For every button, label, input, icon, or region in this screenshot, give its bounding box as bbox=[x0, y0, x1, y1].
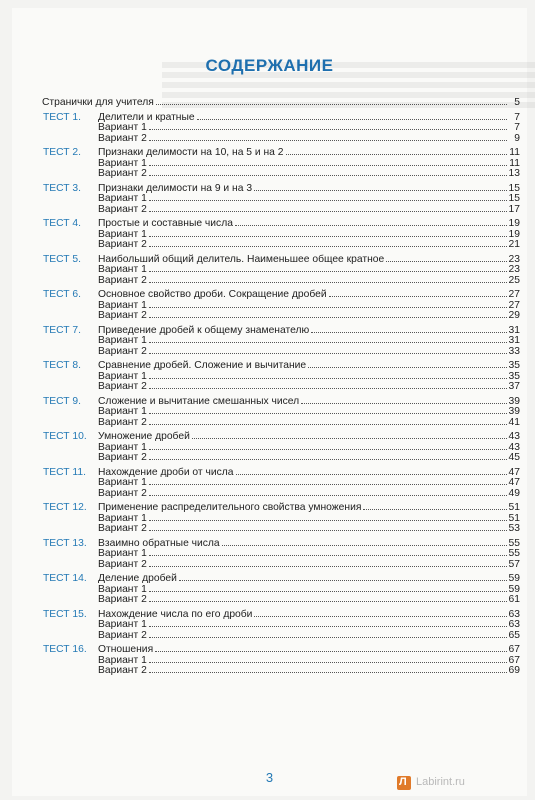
leader-dots bbox=[149, 625, 507, 627]
variant-label: Вариант 2 bbox=[98, 274, 147, 286]
test-title: Признаки делимости на 10, на 5 и на 2 bbox=[98, 147, 284, 158]
leader-dots bbox=[149, 128, 507, 130]
page-ref: 7 bbox=[514, 111, 520, 123]
test-title: Основное свойство дроби. Сокращение дробей bbox=[98, 289, 327, 300]
page-ref: 51 bbox=[508, 502, 520, 513]
leader-dots bbox=[149, 352, 507, 354]
test-title: Нахождение дроби от числа bbox=[98, 466, 234, 478]
variant-label: Вариант 1 bbox=[98, 122, 147, 133]
page-ref: 47 bbox=[508, 477, 520, 488]
leader-dots bbox=[192, 437, 507, 439]
variant-label: Вариант 2 bbox=[98, 416, 147, 428]
page-ref: 43 bbox=[508, 431, 520, 442]
leader-dots bbox=[149, 554, 507, 556]
page-ref: 51 bbox=[508, 512, 520, 524]
toc-variant-row[interactable] bbox=[42, 194, 520, 205]
leader-dots bbox=[149, 164, 507, 166]
page-ref: 43 bbox=[508, 441, 520, 453]
leader-dots bbox=[149, 412, 507, 414]
page-ref: 45 bbox=[508, 452, 520, 463]
leader-dots bbox=[149, 387, 507, 389]
test-title: Простые и составные числа bbox=[98, 218, 233, 229]
toc-variant-row[interactable] bbox=[42, 631, 520, 642]
page-title: СОДЕРЖАНИЕ bbox=[205, 56, 334, 75]
toc-variant-row[interactable] bbox=[42, 666, 520, 677]
toc-variant-row[interactable] bbox=[42, 489, 520, 500]
variant-label: Вариант 1 bbox=[98, 264, 147, 275]
toc-test-row[interactable] bbox=[42, 357, 520, 372]
test-tag: ТЕСТ 11. bbox=[43, 466, 86, 478]
toc-test-row[interactable] bbox=[42, 393, 520, 408]
leader-dots bbox=[308, 366, 507, 368]
watermark-text: Labirint.ru bbox=[416, 776, 465, 788]
test-tag: ТЕСТ 16. bbox=[43, 644, 87, 655]
toc-test-row[interactable] bbox=[42, 322, 520, 337]
page-ref: 37 bbox=[508, 381, 520, 392]
page-ref: 69 bbox=[508, 665, 520, 676]
page-ref: 49 bbox=[508, 487, 520, 499]
page-ref: 63 bbox=[508, 608, 520, 620]
toc-variant-row[interactable] bbox=[42, 595, 520, 606]
toc-test-row[interactable] bbox=[42, 641, 520, 656]
toc-test-row[interactable] bbox=[42, 535, 520, 550]
page-ref: 41 bbox=[508, 416, 520, 428]
variant-label: Вариант 2 bbox=[98, 594, 147, 605]
toc-intro-label: Странички для учителя bbox=[42, 97, 154, 108]
variant-label: Вариант 1 bbox=[98, 406, 147, 417]
toc-intro-page: 5 bbox=[514, 97, 520, 108]
variant-label: Вариант 2 bbox=[98, 629, 147, 641]
test-tag: ТЕСТ 7. bbox=[43, 324, 81, 336]
leader-dots bbox=[149, 281, 507, 283]
page-ref: 55 bbox=[508, 548, 520, 559]
page-ref: 11 bbox=[509, 147, 520, 158]
toc-test-row[interactable] bbox=[42, 215, 520, 230]
toc-variant-row[interactable] bbox=[42, 560, 520, 571]
leader-dots bbox=[149, 519, 507, 521]
variant-label: Вариант 1 bbox=[98, 583, 147, 595]
page-ref: 59 bbox=[508, 573, 520, 584]
variant-label: Вариант 2 bbox=[98, 345, 147, 357]
test-tag: ТЕСТ 13. bbox=[43, 537, 87, 549]
leader-dots bbox=[155, 650, 507, 652]
leader-dots bbox=[149, 590, 507, 592]
test-tag: ТЕСТ 5. bbox=[43, 253, 81, 265]
leader-dots bbox=[149, 458, 507, 460]
toc-variant-row[interactable] bbox=[42, 265, 520, 276]
page-ref: 59 bbox=[508, 583, 520, 595]
toc-variant-row[interactable] bbox=[42, 453, 520, 464]
toc-intro-row[interactable] bbox=[42, 94, 520, 109]
test-tag: ТЕСТ 2. bbox=[43, 147, 81, 158]
toc-variant-row[interactable] bbox=[42, 336, 520, 347]
variant-label: Вариант 2 bbox=[98, 381, 147, 392]
page-sheet bbox=[12, 8, 527, 796]
toc-variant-row[interactable] bbox=[42, 382, 520, 393]
test-title: Деление дробей bbox=[98, 573, 177, 584]
leader-dots bbox=[149, 636, 507, 638]
toc-test-row[interactable] bbox=[42, 606, 520, 621]
leader-dots bbox=[149, 139, 507, 141]
page-ref: 27 bbox=[508, 299, 520, 311]
test-title: Признаки делимости на 9 и на 3 bbox=[98, 182, 253, 194]
labirint-logo-icon bbox=[397, 776, 411, 790]
page-ref: 65 bbox=[508, 629, 520, 641]
page-ref: 63 bbox=[508, 619, 520, 630]
variant-label: Вариант 2 bbox=[98, 203, 147, 215]
page-ref: 29 bbox=[508, 310, 520, 321]
test-title: Взаимно обратные числа bbox=[98, 537, 220, 549]
toc-variant-row[interactable] bbox=[42, 276, 520, 287]
page-ref: 15 bbox=[508, 193, 520, 204]
page-ref: 19 bbox=[508, 228, 520, 240]
test-title: Делители и кратные bbox=[98, 111, 195, 123]
leader-dots bbox=[236, 473, 507, 475]
page-ref: 33 bbox=[508, 345, 520, 357]
test-tag: ТЕСТ 15. bbox=[43, 608, 87, 620]
leader-dots bbox=[149, 529, 507, 531]
toc-variant-row[interactable] bbox=[42, 169, 520, 180]
variant-label: Вариант 1 bbox=[98, 299, 147, 311]
toc-variant-row[interactable] bbox=[42, 418, 520, 429]
leader-dots bbox=[386, 260, 507, 262]
page-ref: 39 bbox=[508, 395, 520, 407]
page-ref: 25 bbox=[508, 274, 520, 286]
leader-dots bbox=[149, 377, 507, 379]
leader-dots bbox=[149, 270, 507, 272]
variant-label: Вариант 2 bbox=[98, 487, 147, 499]
page-ref: 67 bbox=[508, 644, 520, 655]
leader-dots bbox=[149, 671, 507, 673]
test-tag: ТЕСТ 10. bbox=[43, 431, 87, 442]
variant-label: Вариант 1 bbox=[98, 370, 147, 382]
variant-label: Вариант 2 bbox=[98, 310, 147, 321]
page-ref: 35 bbox=[508, 370, 520, 382]
leader-dots bbox=[286, 153, 508, 155]
toc-test-row[interactable] bbox=[42, 180, 520, 195]
test-tag: ТЕСТ 3. bbox=[43, 182, 81, 194]
variant-label: Вариант 2 bbox=[98, 168, 147, 179]
variant-label: Вариант 1 bbox=[98, 477, 147, 488]
leader-dots bbox=[311, 331, 507, 333]
page-ref: 61 bbox=[508, 594, 520, 605]
leader-dots bbox=[149, 316, 507, 318]
page-ref: 7 bbox=[514, 122, 520, 133]
page-ref: 47 bbox=[508, 466, 520, 478]
test-title: Наибольший общий делитель. Наименьшее общее кратное bbox=[98, 253, 385, 265]
variant-label: Вариант 1 bbox=[98, 335, 147, 346]
page-ref: 9 bbox=[514, 132, 520, 144]
toc-variant-row[interactable] bbox=[42, 549, 520, 560]
variant-label: Вариант 1 bbox=[98, 654, 147, 666]
page-ref: 55 bbox=[508, 537, 520, 549]
variant-label: Вариант 1 bbox=[98, 619, 147, 630]
leader-dots bbox=[149, 199, 507, 201]
page-ref: 13 bbox=[508, 168, 520, 179]
page-ref: 35 bbox=[508, 360, 520, 371]
page-ref: 39 bbox=[508, 406, 520, 417]
test-tag: ТЕСТ 6. bbox=[43, 289, 81, 300]
page-ref: 31 bbox=[508, 324, 520, 336]
test-title: Сложение и вычитание смешанных чисел bbox=[98, 395, 300, 407]
leader-dots bbox=[254, 615, 507, 617]
variant-label: Вариант 2 bbox=[98, 665, 147, 676]
test-title: Нахождение числа по его дроби bbox=[98, 608, 253, 620]
leader-dots bbox=[149, 210, 507, 212]
variant-label: Вариант 1 bbox=[98, 512, 147, 524]
variant-label: Вариант 2 bbox=[98, 452, 147, 463]
variant-label: Вариант 1 bbox=[98, 548, 147, 559]
page-number: 3 bbox=[265, 770, 274, 785]
test-tag: ТЕСТ 4. bbox=[43, 218, 81, 229]
page-ref: 27 bbox=[508, 289, 520, 300]
test-tag: ТЕСТ 12. bbox=[43, 502, 87, 513]
leader-dots bbox=[235, 224, 507, 226]
leader-dots bbox=[149, 423, 507, 425]
page-ref: 19 bbox=[508, 218, 520, 229]
toc-test-row[interactable] bbox=[42, 251, 520, 266]
test-tag: ТЕСТ 8. bbox=[43, 360, 81, 371]
variant-label: Вариант 1 bbox=[98, 157, 147, 169]
leader-dots bbox=[149, 341, 507, 343]
variant-label: Вариант 1 bbox=[98, 193, 147, 204]
leader-dots bbox=[197, 118, 507, 120]
toc-variant-row[interactable] bbox=[42, 347, 520, 358]
toc-variant-row[interactable] bbox=[42, 205, 520, 216]
toc-variant-row[interactable] bbox=[42, 478, 520, 489]
variant-label: Вариант 2 bbox=[98, 558, 147, 570]
page-ref: 21 bbox=[508, 239, 520, 250]
leader-dots bbox=[156, 103, 507, 105]
leader-dots bbox=[329, 295, 507, 297]
test-tag: ТЕСТ 14. bbox=[43, 573, 87, 584]
toc-test-row[interactable] bbox=[42, 464, 520, 479]
toc-variant-row[interactable] bbox=[42, 240, 520, 251]
leader-dots bbox=[149, 174, 507, 176]
test-tag: ТЕСТ 9. bbox=[43, 395, 81, 407]
leader-dots bbox=[149, 494, 507, 496]
leader-dots bbox=[149, 600, 507, 602]
table-of-contents bbox=[42, 94, 520, 677]
variant-label: Вариант 2 bbox=[98, 132, 147, 144]
page-ref: 31 bbox=[508, 335, 520, 346]
toc-test-row[interactable] bbox=[42, 144, 520, 159]
toc-test-row[interactable] bbox=[42, 499, 520, 514]
toc-test-row[interactable] bbox=[42, 570, 520, 585]
toc-variant-row[interactable] bbox=[42, 311, 520, 322]
page-ref: 67 bbox=[508, 654, 520, 666]
page-ref: 11 bbox=[509, 157, 520, 169]
leader-dots bbox=[149, 235, 507, 237]
leader-dots bbox=[149, 306, 507, 308]
leader-dots bbox=[222, 544, 507, 546]
test-title: Сравнение дробей. Сложение и вычитание bbox=[98, 360, 307, 371]
toc-test-row[interactable] bbox=[42, 109, 520, 124]
toc-variant-row[interactable] bbox=[42, 407, 520, 418]
test-title: Отношения bbox=[98, 644, 154, 655]
page-ref: 57 bbox=[508, 558, 520, 570]
leader-dots bbox=[363, 508, 507, 510]
page-ref: 53 bbox=[508, 523, 520, 534]
leader-dots bbox=[149, 661, 507, 663]
variant-label: Вариант 2 bbox=[98, 239, 147, 250]
leader-dots bbox=[149, 448, 507, 450]
page-ref: 15 bbox=[508, 182, 520, 194]
toc-test-row[interactable] bbox=[42, 428, 520, 443]
leader-dots bbox=[301, 402, 507, 404]
toc-variant-row[interactable] bbox=[42, 620, 520, 631]
toc-variant-row[interactable] bbox=[42, 123, 520, 134]
leader-dots bbox=[149, 245, 507, 247]
variant-label: Вариант 2 bbox=[98, 523, 147, 534]
toc-test-row[interactable] bbox=[42, 286, 520, 301]
test-title: Умножение дробей bbox=[98, 431, 190, 442]
variant-label: Вариант 1 bbox=[98, 441, 147, 453]
page-ref: 23 bbox=[508, 253, 520, 265]
leader-dots bbox=[149, 483, 507, 485]
toc-variant-row[interactable] bbox=[42, 524, 520, 535]
page-ref: 23 bbox=[508, 264, 520, 275]
page-ref: 17 bbox=[508, 203, 520, 215]
test-title: Применение распределительного свойства умножения bbox=[98, 502, 362, 513]
toc-variant-row[interactable] bbox=[42, 134, 520, 145]
leader-dots bbox=[254, 189, 507, 191]
leader-dots bbox=[149, 565, 507, 567]
variant-label: Вариант 1 bbox=[98, 228, 147, 240]
test-tag: ТЕСТ 1. bbox=[43, 111, 81, 123]
leader-dots bbox=[179, 579, 507, 581]
test-title: Приведение дробей к общему знаменателю bbox=[98, 324, 310, 336]
